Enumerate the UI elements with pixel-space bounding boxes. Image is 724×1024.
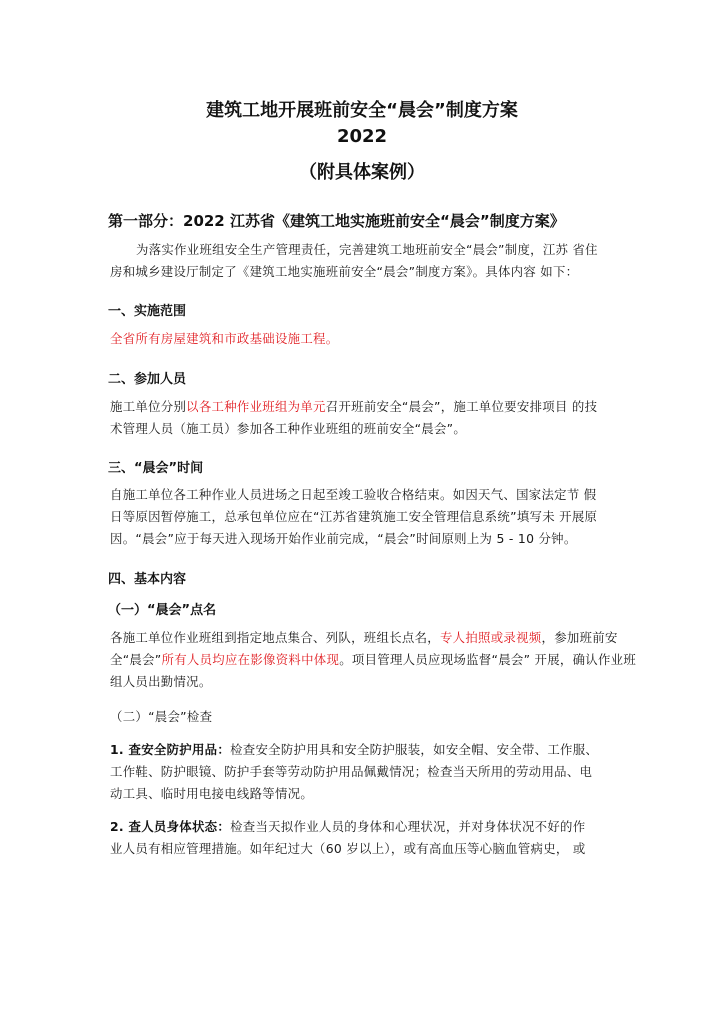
item-2-line-1 (110, 816, 624, 838)
document-year: 2022 (336, 126, 388, 147)
rollcall-line-2 (110, 649, 637, 671)
text-run: 各施工单位作业班组到指定地点集合、列队，班组长点名， (110, 630, 440, 645)
document-title: 建筑工地开展班前安全“晨会”制度方案 (206, 100, 518, 121)
intro-line-2: 房和城乡建设厅制定了《建筑工地实施班前安全“晨会”制度方案》。具体内容 如下： (110, 264, 579, 279)
section-1-text (110, 328, 624, 350)
item-2-line-2: 业人员有相应管理措施。如年纪过大（60 岁以上），或有高血压等心脑血管病史， 或 (110, 841, 586, 856)
participants-line-2: 术管理人员（施工员）参加各工种作业班组的班前安全“晨会”。 (110, 421, 467, 436)
document-subtitle: （附具体案例） (299, 162, 425, 183)
check-item-2 (110, 816, 624, 860)
subsection-2-heading: （二）“晨会”检查 (110, 709, 213, 724)
participants-line-1 (110, 396, 624, 418)
text-run: 施工单位分别 (110, 399, 187, 414)
time-line-2: 日等原因暂停施工，总承包单位应在“江苏省建筑施工安全管理信息系统”填写未 开展原 (110, 509, 598, 524)
highlight-text: 所有人员均应在影像资料中体现 (161, 652, 340, 667)
item-1-line-2: 工作鞋、防护眼镜、防护手套等劳动防护用品佩戴情况；检查当天所用的劳动用品、电 (110, 764, 593, 779)
rollcall-line-3: 组人员出勤情况。 (110, 674, 212, 689)
time-line-3: 因。“晨会”应于每天进入现场开始作业前完成，“晨会”时间原则上为 5 - 10 分钟。 (110, 531, 577, 546)
part1-intro (110, 239, 624, 283)
item-1-label: 1. 查安全防护用品： (110, 742, 231, 757)
text-run: 检查安全防护用具和安全防护服装，如安全帽、安全带、工作服、 (230, 742, 599, 757)
section-3-heading: 三、“晨会”时间 (108, 461, 204, 476)
check-item-1 (110, 739, 624, 805)
text-run: 全“晨会” (110, 652, 162, 667)
intro-line-1: 为落实作业班组安全生产管理责任，完善建筑工地班前安全“晨会”制度，江苏 省住 (136, 242, 598, 257)
scope-text: 全省所有房屋建筑和市政基础设施工程。 (110, 331, 339, 346)
section-4-heading: 四、基本内容 (108, 572, 187, 587)
highlight-text: 以各工种作业班组为单元 (186, 399, 326, 414)
section-2-heading: 二、参加人员 (108, 372, 187, 387)
item-1-line-1 (110, 739, 624, 761)
subsection-1-heading: （一）“晨会”点名 (108, 603, 217, 618)
rollcall-line-1 (110, 627, 624, 649)
section-2-text (110, 396, 624, 440)
text-run: 召开班前安全“晨会”，施工单位要安排项目 的技 (325, 399, 598, 414)
highlight-text: 专人拍照或录视频 (439, 630, 542, 645)
part1-heading: 第一部分：2022 江苏省《建筑工地实施班前安全“晨会”制度方案》 (108, 212, 565, 230)
time-line-1: 自施工单位各工种作业人员进场之日起至竣工验收合格结束。如因天气、国家法定节 假 (110, 487, 597, 502)
text-run: 检查当天拟作业人员的身体和心理状况，并对身体状况不好的作 (230, 819, 586, 834)
text-run: ，参加班前安 (541, 630, 618, 645)
item-2-label: 2. 查人员身体状态： (110, 819, 231, 834)
subsection-2-heading-block (110, 706, 624, 728)
section-1-heading: 一、实施范围 (108, 304, 187, 319)
section-3-text (110, 484, 624, 550)
text-run: 。项目管理人员应现场监督“晨会” 开展，确认作业班 (339, 652, 637, 667)
item-1-line-3: 动工具、临时用电接电线路等情况。 (110, 786, 314, 801)
subsection-1-text (110, 627, 637, 693)
